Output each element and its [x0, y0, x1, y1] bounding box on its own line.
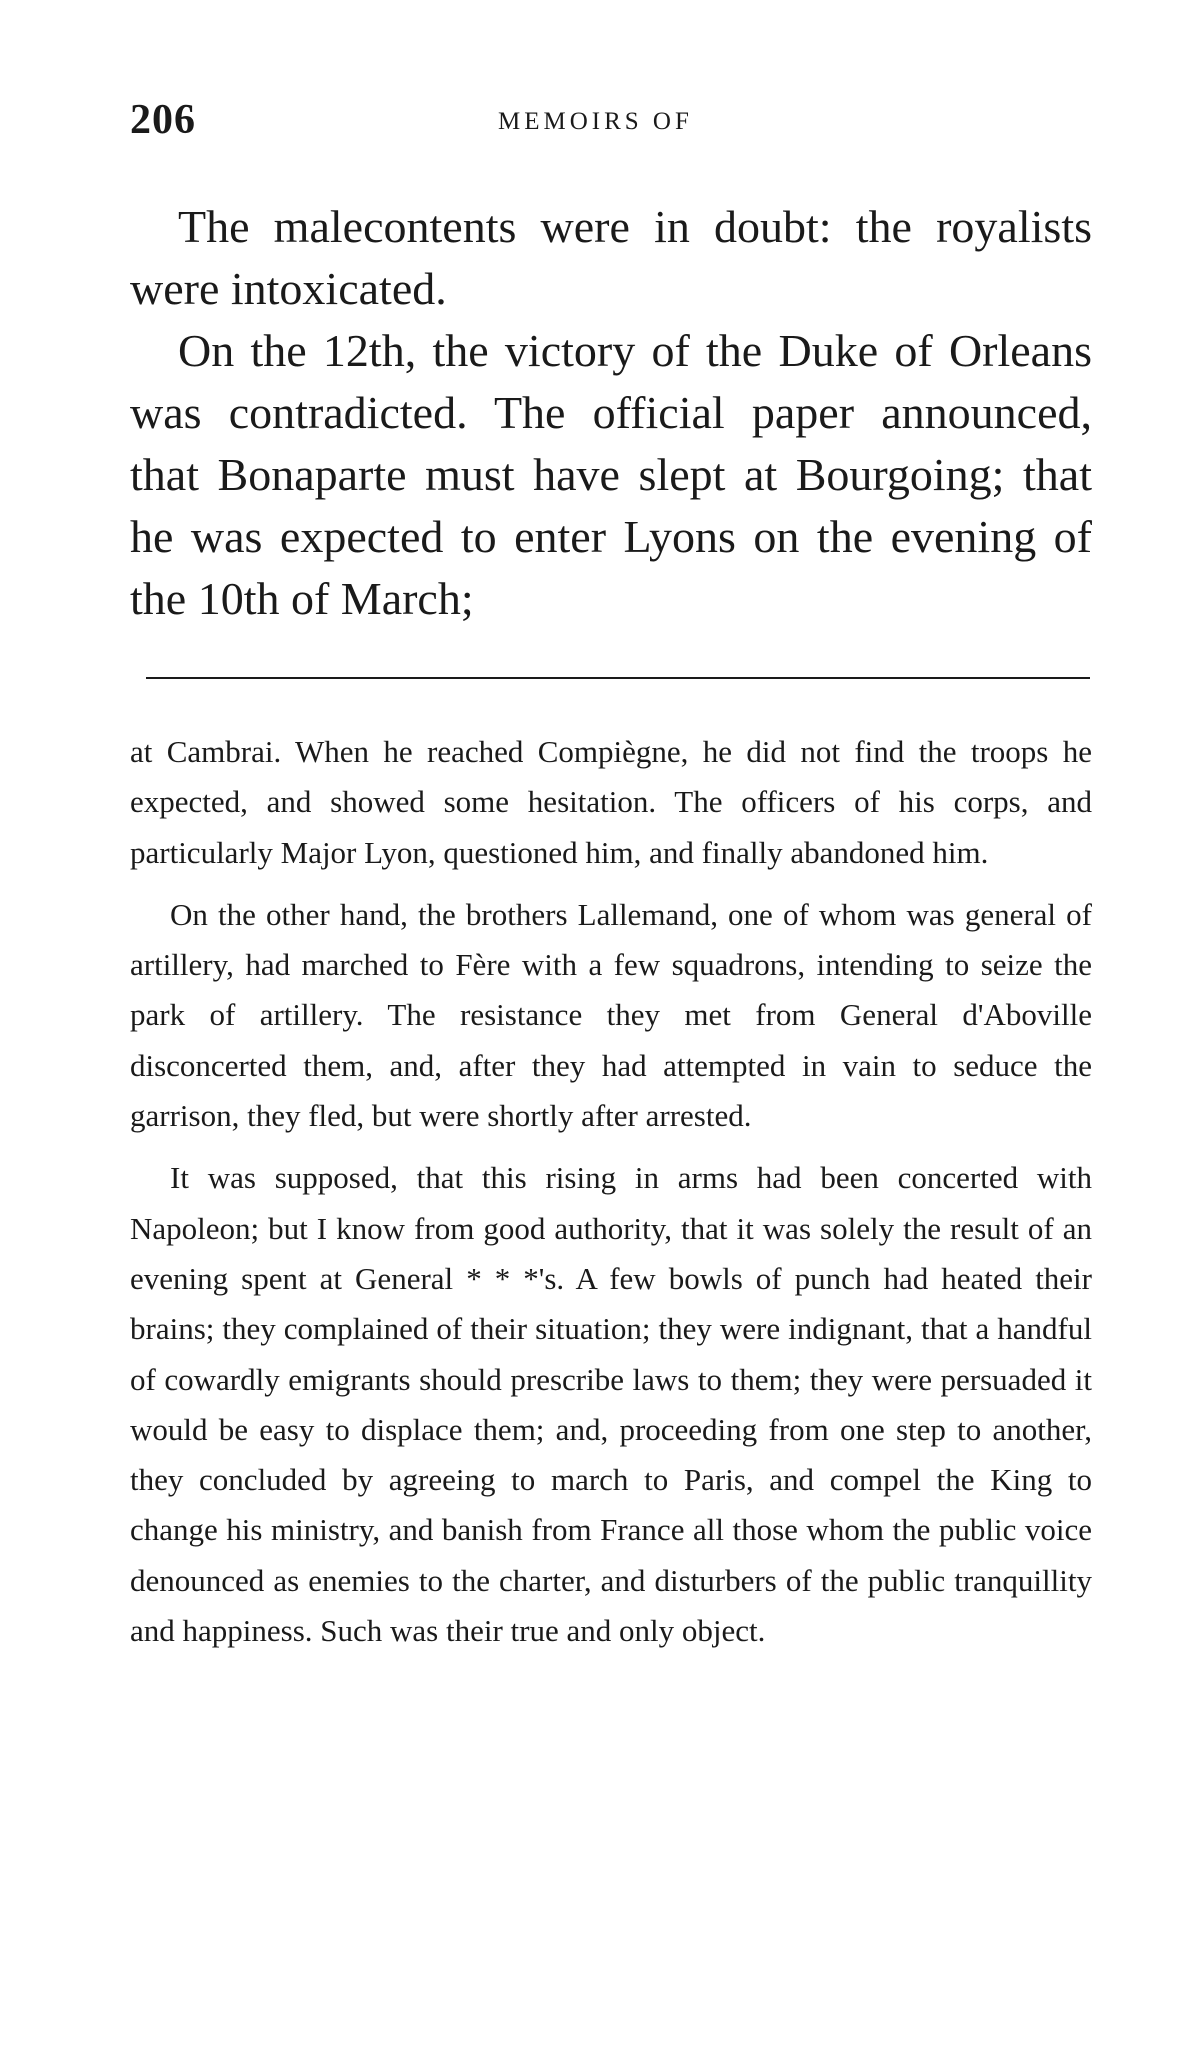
footnote-paragraph: It was supposed, that this rising in arms had been concerted with Napoleon; but I know from good authority, that it was solely the result of an evening spent at General * * *'s. A few bowls of punch had heated their brains; they complained of their situation; they were indignant, that a handful of cowardly emigrants should prescribe laws to them; they were persuaded it would be easy to displace them; and, proceeding from one step to another, they concluded by agreeing to march to Paris, and compel the King to change his ministry, and banish from France all those whom the public voice denounced as enemies to the charter, and disturbers of the public tranquillity and happiness. Such was their true and only object. — [130, 1160, 1092, 1649]
running-head: MEMOIRS OF — [498, 108, 693, 135]
footnote — [130, 727, 1092, 1668]
main-paragraph: On the 12th, the victory of the Duke of Orleans was contradicted. The official paper announced, that Bonaparte must have slept at Bourgoing; that he was expected to enter Lyons on the evening of the 10th of March; — [130, 325, 1092, 624]
footnote-paragraph: at Cambrai. When he reached Compiègne, he did not find the troops he expected, and showed some hesitation. The officers of his corps, and particularly Major Lyon, questioned him, and finally abandoned him. — [130, 734, 1092, 870]
page-number: 206 — [130, 97, 196, 143]
main-paragraph: The malecontents were in doubt: the royalists were intoxicated. — [130, 201, 1092, 314]
footnote-separator — [146, 677, 1090, 679]
footnote-paragraph: On the other hand, the brothers Lallemand, one of whom was general of artillery, had marched to Fère with a few squadrons, intending to seize the park of artillery. The resistance they met from General d'Aboville disconcerted them, and, after they had attempted in vain to seduce the garrison, they fled, but were shortly after arrested. — [130, 896, 1092, 1134]
main-text — [130, 196, 1092, 630]
page-header — [130, 96, 1090, 156]
